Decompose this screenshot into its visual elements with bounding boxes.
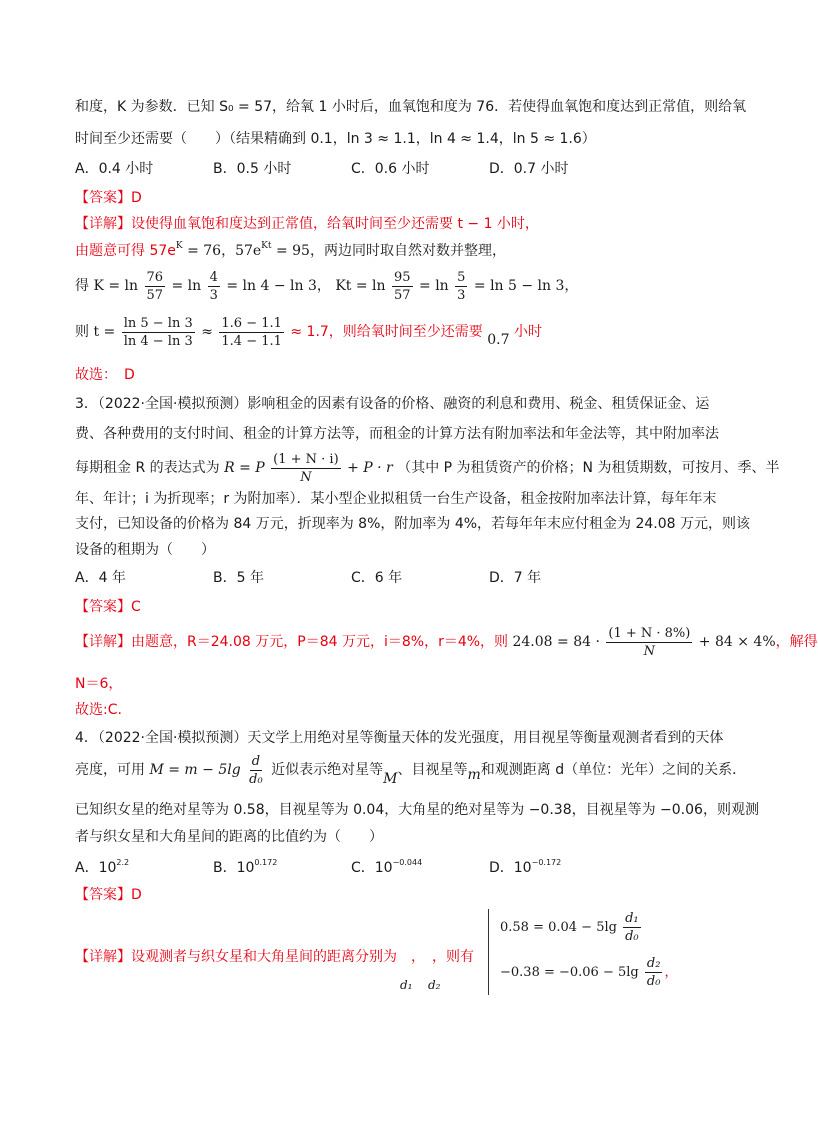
q4-detail-line-1 [75, 946, 474, 966]
fraction-95-57: $\frac{95}{57}$ [394, 269, 411, 303]
q3-line-5: 支付，已知设备的价格为 84 万元，折现率为 8%，附加率为 4%，若每年年末应付租金为 24.08 万元，则该 [75, 516, 751, 532]
q2-option-b[interactable]: B．0.5 小时 [213, 161, 292, 177]
q3-detail-fraction: $\frac{(1 + N \cdot 8\%)}{N}$ [608, 625, 691, 659]
q4-option-b[interactable]: B．$10^{0.172}$ [213, 858, 278, 876]
q3-detail-line-2: N＝6， [75, 676, 123, 692]
q4-text-2a: 亮度，可用 [75, 762, 145, 778]
detail-tag: 【详解】 [75, 634, 131, 650]
q2-detail-text-2b: = 76，57e [182, 243, 262, 259]
intro-line-1: 和度，K 为参数．已知 S₀ = 57，给氧 1 小时后，血氧饱和度为 76．若使得血氧饱和度达到正常值，则给氧 [75, 99, 747, 115]
q3-answer: 【答案】C [75, 599, 141, 615]
fraction-4-3: $\frac{4}{3}$ [209, 269, 218, 303]
q4-d1: d₁ [400, 978, 413, 992]
q2-option-a[interactable]: A．0.4 小时 [75, 161, 154, 177]
system-brace [488, 909, 497, 995]
q3-option-c[interactable]: C．6 年 [351, 570, 403, 586]
q2-options [75, 158, 639, 178]
q2-exp-k: K [175, 241, 183, 251]
detail-tag: 【详解】 [75, 216, 131, 232]
q2-kt-eq: Kt = ln [335, 278, 386, 294]
q3-detail-text: 由题意，R＝24.08 万元，P＝84 万元，i＝8%，r＝4%，则 [131, 634, 509, 650]
q2-eq-ln5-ln3: = ln 5 − ln 3， [473, 278, 579, 294]
q2-detail-line-4 [75, 312, 542, 352]
q4-formula: M = m − 5lg [149, 762, 241, 778]
q2-conclusion: 故选： D [75, 367, 135, 383]
q3-fraction: $\frac{(1 + N \cdot i)}{N}$ [273, 451, 339, 485]
q3-eq-lhs: 24.08 = 84 · [512, 634, 600, 650]
q2-detail-eq-95: = 95，两边同时取自然对数并整理， [271, 243, 506, 259]
q2-k-eq: 得 K = ln [75, 278, 139, 294]
q4-option-d[interactable]: D．$10^{-0.172}$ [489, 858, 562, 876]
q2-detail-line-2 [75, 240, 506, 260]
q2-eq-ln: = ln [171, 278, 202, 294]
q3-line-4: 年、年计；i 为折现率；r 为附加率）．某小型企业拟租赁一台生产设备，租金按附加率法计算，每年年末 [75, 491, 717, 507]
q2-approx: ≈ [201, 324, 213, 340]
q4-comma: ， [664, 965, 678, 980]
q4-line-2 [75, 748, 746, 792]
q4-text-2d: 和观测距离 d（单位：光年）之间的关系． [480, 762, 747, 778]
q3-text-3a: 每期租金 R 的表达式为 [75, 460, 220, 476]
q4-text-2c: 、目视星等 [397, 762, 468, 778]
q2-approx-result: ≈ 1.7，则给氧时间至少还需要 [290, 324, 483, 340]
q4-system-eq-2: −0.38 = −0.06 − 5lg $\frac{\text{d₂}}{\text{d₀}}$ ， [500, 956, 678, 989]
q3-option-d[interactable]: D．7 年 [489, 570, 542, 586]
q4-d2: d₂ [428, 978, 441, 992]
q2-answer: 【答案】D [75, 190, 142, 206]
q3-conclusion: 故选:C. [75, 702, 122, 718]
q3-line-6: 设备的租期为（ ） [75, 542, 215, 558]
q2-detail-text-1: 设使得血氧饱和度达到正常值，给氧时间至少还需要 t − 1 小时， [131, 216, 539, 232]
q3-formula-rhs: + P · r [347, 460, 393, 476]
intro-line-2: 时间至少还需要（ ）（结果精确到 0.1，ln 3 ≈ 1.1，ln 4 ≈ 1.4，ln 5 ≈ 1.6） [75, 131, 596, 147]
q4-answer: 【答案】D [75, 887, 142, 903]
q4-option-a[interactable]: A．$10^{2.2}$ [75, 858, 130, 876]
q2-detail-line-1 [75, 213, 539, 233]
q3-options [75, 567, 639, 587]
q2-t-eq: 则 t = [75, 324, 116, 340]
q4-text-2b: 近似表示绝对星等 [271, 762, 384, 778]
fraction-numeric: $\frac{1.6 - 1.1}{1.4 - 1.1}$ [221, 315, 282, 349]
q4-var-m: m [467, 767, 481, 783]
q4-line-1: 4．（2022·全国·模拟预测）天文学上用绝对星等衡量天体的发光强度，用目视星等衡量观测者看到的天体 [75, 730, 724, 746]
q3-line-3 [75, 446, 779, 490]
q4-fraction: $\frac{d}{\text{d₀}}$ [249, 753, 263, 787]
q4-line-3: 已知织女星的绝对星等为 0.58，目视星等为 0.04，大角星的绝对星等为 −0.38，目视星等为 −0.06，则观测 [75, 802, 759, 818]
fraction-ln: $\frac{\ln 5 - \ln 3}{\ln 4 - \ln 3}$ [123, 315, 193, 349]
q2-option-d[interactable]: D．0.7 小时 [489, 161, 569, 177]
q2-unit-hour: 小时 [513, 324, 542, 340]
q2-option-c[interactable]: C．0.6 小时 [351, 161, 430, 177]
q3-eq-rhs: + 84 × 4% [698, 634, 776, 650]
q2-eq-ln-2: = ln [419, 278, 449, 294]
q3-text-3b: （其中 P 为租赁资产的价格；N 为租赁期数，可按月、季、半 [397, 460, 780, 476]
q2-detail-text-2a: 由题意可得 57e [75, 243, 176, 259]
q4-detail-text: 设观测者与织女星和大角星间的距离分别为 ， ，则有 [131, 949, 474, 965]
detail-tag: 【详解】 [75, 949, 131, 965]
q2-detail-line-3 [75, 266, 578, 306]
q4-line-4: 者与织女星和大角星间的距离的比值约为（ ） [75, 829, 383, 845]
q3-formula-lhs: R = P [224, 460, 265, 476]
q2-value-07: 0.7 [487, 332, 510, 348]
q3-option-a[interactable]: A．4 年 [75, 570, 126, 586]
q4-var-M: M [383, 771, 398, 787]
q3-detail-solve: ，解得 [775, 634, 818, 650]
q3-line-2: 费、各种费用的支付时间、租金的计算方法等，而租金的计算方法有附加率法和年金法等，其中附加率法 [75, 426, 719, 442]
q2-eq-ln4-ln3: = ln 4 − ln 3， [226, 278, 331, 294]
q3-line-1: 3．（2022·全国·模拟预测）影响租金的因素有设备的价格、融资的利息和费用、税金、租赁保证金、运 [75, 396, 710, 412]
q3-option-b[interactable]: B．5 年 [213, 570, 264, 586]
q3-detail-line-1 [75, 620, 818, 664]
q4-option-c[interactable]: C．$10^{-0.044}$ [351, 858, 423, 876]
q4-system-eq-1: 0.58 = 0.04 − 5lg $\frac{\text{d₁}}{\text{d₀}}$ [500, 911, 639, 944]
sys2-fraction: $\frac{\text{d₂}}{\text{d₀}}$ [646, 956, 661, 989]
q2-exp-kt: Kt [261, 241, 272, 251]
q4-options [75, 857, 639, 877]
fraction-76-57: $\frac{76}{57}$ [146, 269, 164, 303]
sys1-fraction: $\frac{\text{d₁}}{\text{d₀}}$ [625, 911, 639, 944]
fraction-5-3: $\frac{5}{3}$ [457, 269, 466, 303]
